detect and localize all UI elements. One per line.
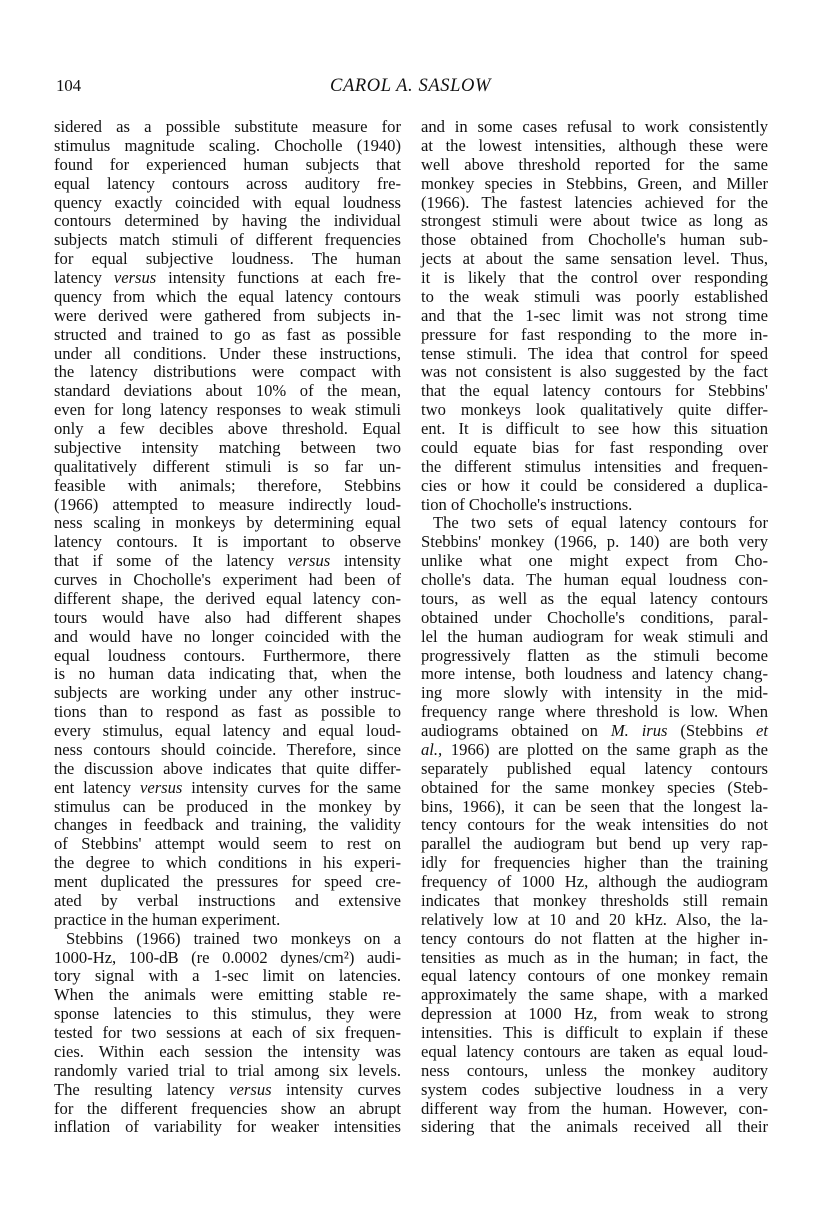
text-line: jects at about the same sensation level. Thus, [421, 249, 768, 269]
text-line: pressure for fast responding to the more in- [421, 324, 768, 344]
text-line: audiograms obtained on M. irus (Stebbins et [421, 721, 768, 740]
text-line: (1966) attempted to measure indirectly loud- [54, 494, 401, 514]
text-line: changes in feedback and training, the validity [54, 815, 401, 835]
body-column-right [421, 118, 768, 1137]
text-line: and in some cases refusal to work consistently [421, 117, 768, 136]
italic-term: versus [229, 1079, 272, 1099]
text-line: is no human data indicating that, when the [54, 664, 401, 684]
text-line: equal latency contours across auditory fre- [54, 173, 401, 193]
text-line: parallel the audiogram but bend up very rap- [421, 834, 768, 854]
text-line: subjects are working under any other instruc- [54, 683, 401, 703]
text-line: randomly varied trial to trial among six levels. [54, 1060, 401, 1080]
text-line: tency contours do not flatten at the higher in- [421, 928, 768, 948]
text-line: for the different frequencies show an abrupt [54, 1098, 401, 1118]
text-line: different way from the human. However, con- [421, 1098, 768, 1118]
text-line: equal latency contours of one monkey remain [421, 966, 768, 986]
italic-term: M. irus [610, 721, 668, 740]
text-line: cies. Within each session the intensity was [54, 1041, 401, 1061]
text-line: only a few decibles above threshold. Equal [54, 419, 401, 438]
text-line: subjects match stimuli of different frequencies [54, 230, 401, 250]
text-line: cholle's data. The human equal loudness con- [421, 570, 768, 589]
text-line: equal loudness contours. Furthermore, there [54, 645, 401, 665]
text-line: tense stimuli. The idea that control for speed [421, 343, 768, 363]
text-line: lel the human audiogram for weak stimuli and [421, 626, 768, 646]
text-line: that if some of the latency versus intensity [54, 551, 401, 571]
text-line: frequency range where threshold is low. When [421, 702, 768, 722]
text-line: ated by verbal instructions and extensive [54, 890, 401, 910]
page-number: 104 [56, 76, 81, 95]
text-line: structed and trained to go as fast as possible [54, 324, 401, 344]
text-line: it is likely that the control over responding [421, 268, 768, 287]
text-line: under all conditions. Under these instructions, [54, 343, 401, 363]
text-line: approximately the same shape, with a marked [421, 985, 768, 1005]
text-line: different shape, the derived equal latency con- [54, 588, 401, 608]
text-line: The two sets of equal latency contours for [433, 513, 768, 533]
text-line: obtained under Chocholle's conditions, paral- [421, 607, 768, 627]
text-line: that the equal latency contours for Stebbins' [421, 381, 768, 401]
text-line: could equate bias for fast responding over [421, 437, 768, 457]
text-line: cies or how it could be considered a duplica- [421, 475, 768, 495]
text-line: Stebbins (1966) trained two monkeys on a [66, 928, 401, 948]
text-line: indicates that monkey thresholds still remain [421, 890, 768, 910]
body-column-left [54, 118, 401, 1137]
text-line: subjective intensity matching between two [54, 437, 401, 457]
text-line: stimulus can be produced in the monkey by [54, 796, 401, 816]
text-line: tions than to respond as fast as possible to [54, 702, 401, 722]
italic-term: versus [287, 551, 331, 571]
text-line: tours, as well as the equal latency contours [421, 588, 768, 608]
text-line: two monkeys look qualitatively quite differ- [421, 400, 768, 420]
text-line: The resulting latency versus intensity curves [54, 1079, 401, 1099]
text-line: bins, 1966), it can be seen that the longest la- [421, 796, 768, 816]
text-line: ness scaling in monkeys by determining equal [54, 513, 401, 533]
italic-term: al., [421, 739, 443, 759]
text-line: well above threshold reported for the same [421, 154, 768, 174]
text-line: ing more slowly with intensity in the mid- [421, 683, 768, 703]
text-line: strongest stimuli were about twice as long as [421, 211, 768, 231]
text-line: was not consistent is also suggested by the fact [421, 362, 768, 382]
text-line: tested for two sessions at each of six frequen- [54, 1023, 401, 1042]
text-line: of Stebbins' attempt would seem to rest on [54, 834, 401, 854]
text-line: contours determined by having the individual [54, 211, 401, 231]
text-line: tion of Chocholle's instructions. [421, 494, 633, 514]
text-line: to the weak stimuli was poorly established [421, 286, 768, 306]
text-line: every stimulus, equal latency and equal loud- [54, 721, 401, 740]
text-line: sponse latencies to this stimulus, they were [54, 1004, 401, 1024]
text-line: feasible with animals; therefore, Stebbins [54, 475, 401, 495]
text-line: idly for frequencies higher than the training [421, 853, 768, 873]
text-line: 1000-Hz, 100-dB (re 0.0002 dynes/cm²) audi- [54, 947, 401, 967]
text-line: ness contours should coincide. Therefore, since [54, 739, 401, 759]
italic-term: versus [139, 777, 183, 797]
text-line: ent latency versus intensity curves for the same [54, 777, 402, 797]
running-title-author: CAROL A. SASLOW [330, 76, 491, 96]
text-line: tensities as much as in the human; in fact, the [421, 947, 768, 967]
text-line: the latency distributions were compact with [54, 362, 401, 382]
text-line: system codes subjective loudness in a very [421, 1079, 768, 1099]
text-line: depression at 1000 Hz, from weak to strong [421, 1004, 768, 1024]
text-line: stimulus magnitude scaling. Chocholle (1940) [54, 135, 401, 155]
text-line: monkey species in Stebbins, Green, and Miller [421, 173, 768, 193]
text-line: sidering that the animals received all their [421, 1117, 768, 1137]
text-line: the discussion above indicates that quite differ- [54, 758, 401, 778]
text-line: intensities. This is difficult to explain if these [421, 1023, 768, 1042]
text-line: unlike what one might expect from Cho- [421, 551, 768, 571]
italic-term: versus [113, 268, 157, 287]
text-line: and would have no longer coincided with the [54, 626, 401, 646]
text-line: frequency of 1000 Hz, although the audiogram [421, 872, 768, 891]
text-line: When the animals were emitting stable re- [54, 985, 401, 1005]
text-line: latency versus intensity functions at each fre- [54, 268, 401, 287]
text-line: relatively low at 10 and 20 kHz. Also, the la- [421, 909, 768, 929]
text-line: quency exactly coincided with equal loudness [54, 192, 401, 212]
text-line: were derived were gathered from subjects in- [54, 305, 401, 325]
text-line: ment duplicated the pressures for speed cre- [54, 872, 401, 891]
text-line: the degree to which conditions in his experi- [54, 853, 401, 873]
text-line: found for experienced human subjects that [54, 154, 401, 174]
text-line: quency from which the equal latency contours [54, 286, 401, 306]
text-line: ness contours, unless the monkey auditory [421, 1060, 768, 1080]
text-line: al., 1966) are plotted on the same graph as the [421, 739, 768, 759]
text-line: progressively flatten as the stimuli become [421, 645, 768, 665]
text-line: curves in Chocholle's experiment had been of [54, 570, 401, 589]
text-line: latency contours. It is important to observe [54, 532, 401, 552]
italic-term: et [756, 721, 768, 740]
text-line: separately published equal latency contours [421, 758, 768, 778]
text-line: inflation of variability for weaker intensities [54, 1117, 401, 1137]
text-line: (1966). The fastest latencies achieved for the [421, 192, 768, 212]
text-line: at the lowest intensities, although these were [421, 135, 768, 155]
text-line: tency contours for the weak intensities do not [421, 815, 768, 835]
text-line: more intense, both loudness and latency chang- [421, 664, 768, 684]
text-line: tory signal with a 1-sec limit on latencies. [54, 966, 401, 986]
text-line: sidered as a possible substitute measure for [54, 117, 401, 136]
text-line: ent. It is difficult to see how this situation [421, 419, 768, 438]
text-line: the different stimulus intensities and frequen- [421, 456, 768, 476]
text-line: Stebbins' monkey (1966, p. 140) are both very [421, 532, 768, 552]
text-line: qualitatively different stimuli is so far un- [54, 456, 401, 476]
text-line: for equal subjective loudness. The human [54, 249, 401, 269]
text-line: even for long latency responses to weak stimuli [54, 400, 401, 420]
text-line: and that the 1-sec limit was not strong time [421, 305, 768, 325]
text-line: those obtained from Chocholle's human sub- [421, 230, 768, 250]
text-line: tours would have also had different shapes [54, 607, 401, 627]
running-head [0, 76, 816, 100]
text-line: obtained for the same monkey species (Steb- [421, 777, 768, 797]
text-line: standard deviations about 10% of the mean, [54, 381, 401, 401]
text-line: practice in the human experiment. [54, 909, 281, 929]
text-line: equal latency contours are taken as equal loud- [421, 1041, 768, 1061]
